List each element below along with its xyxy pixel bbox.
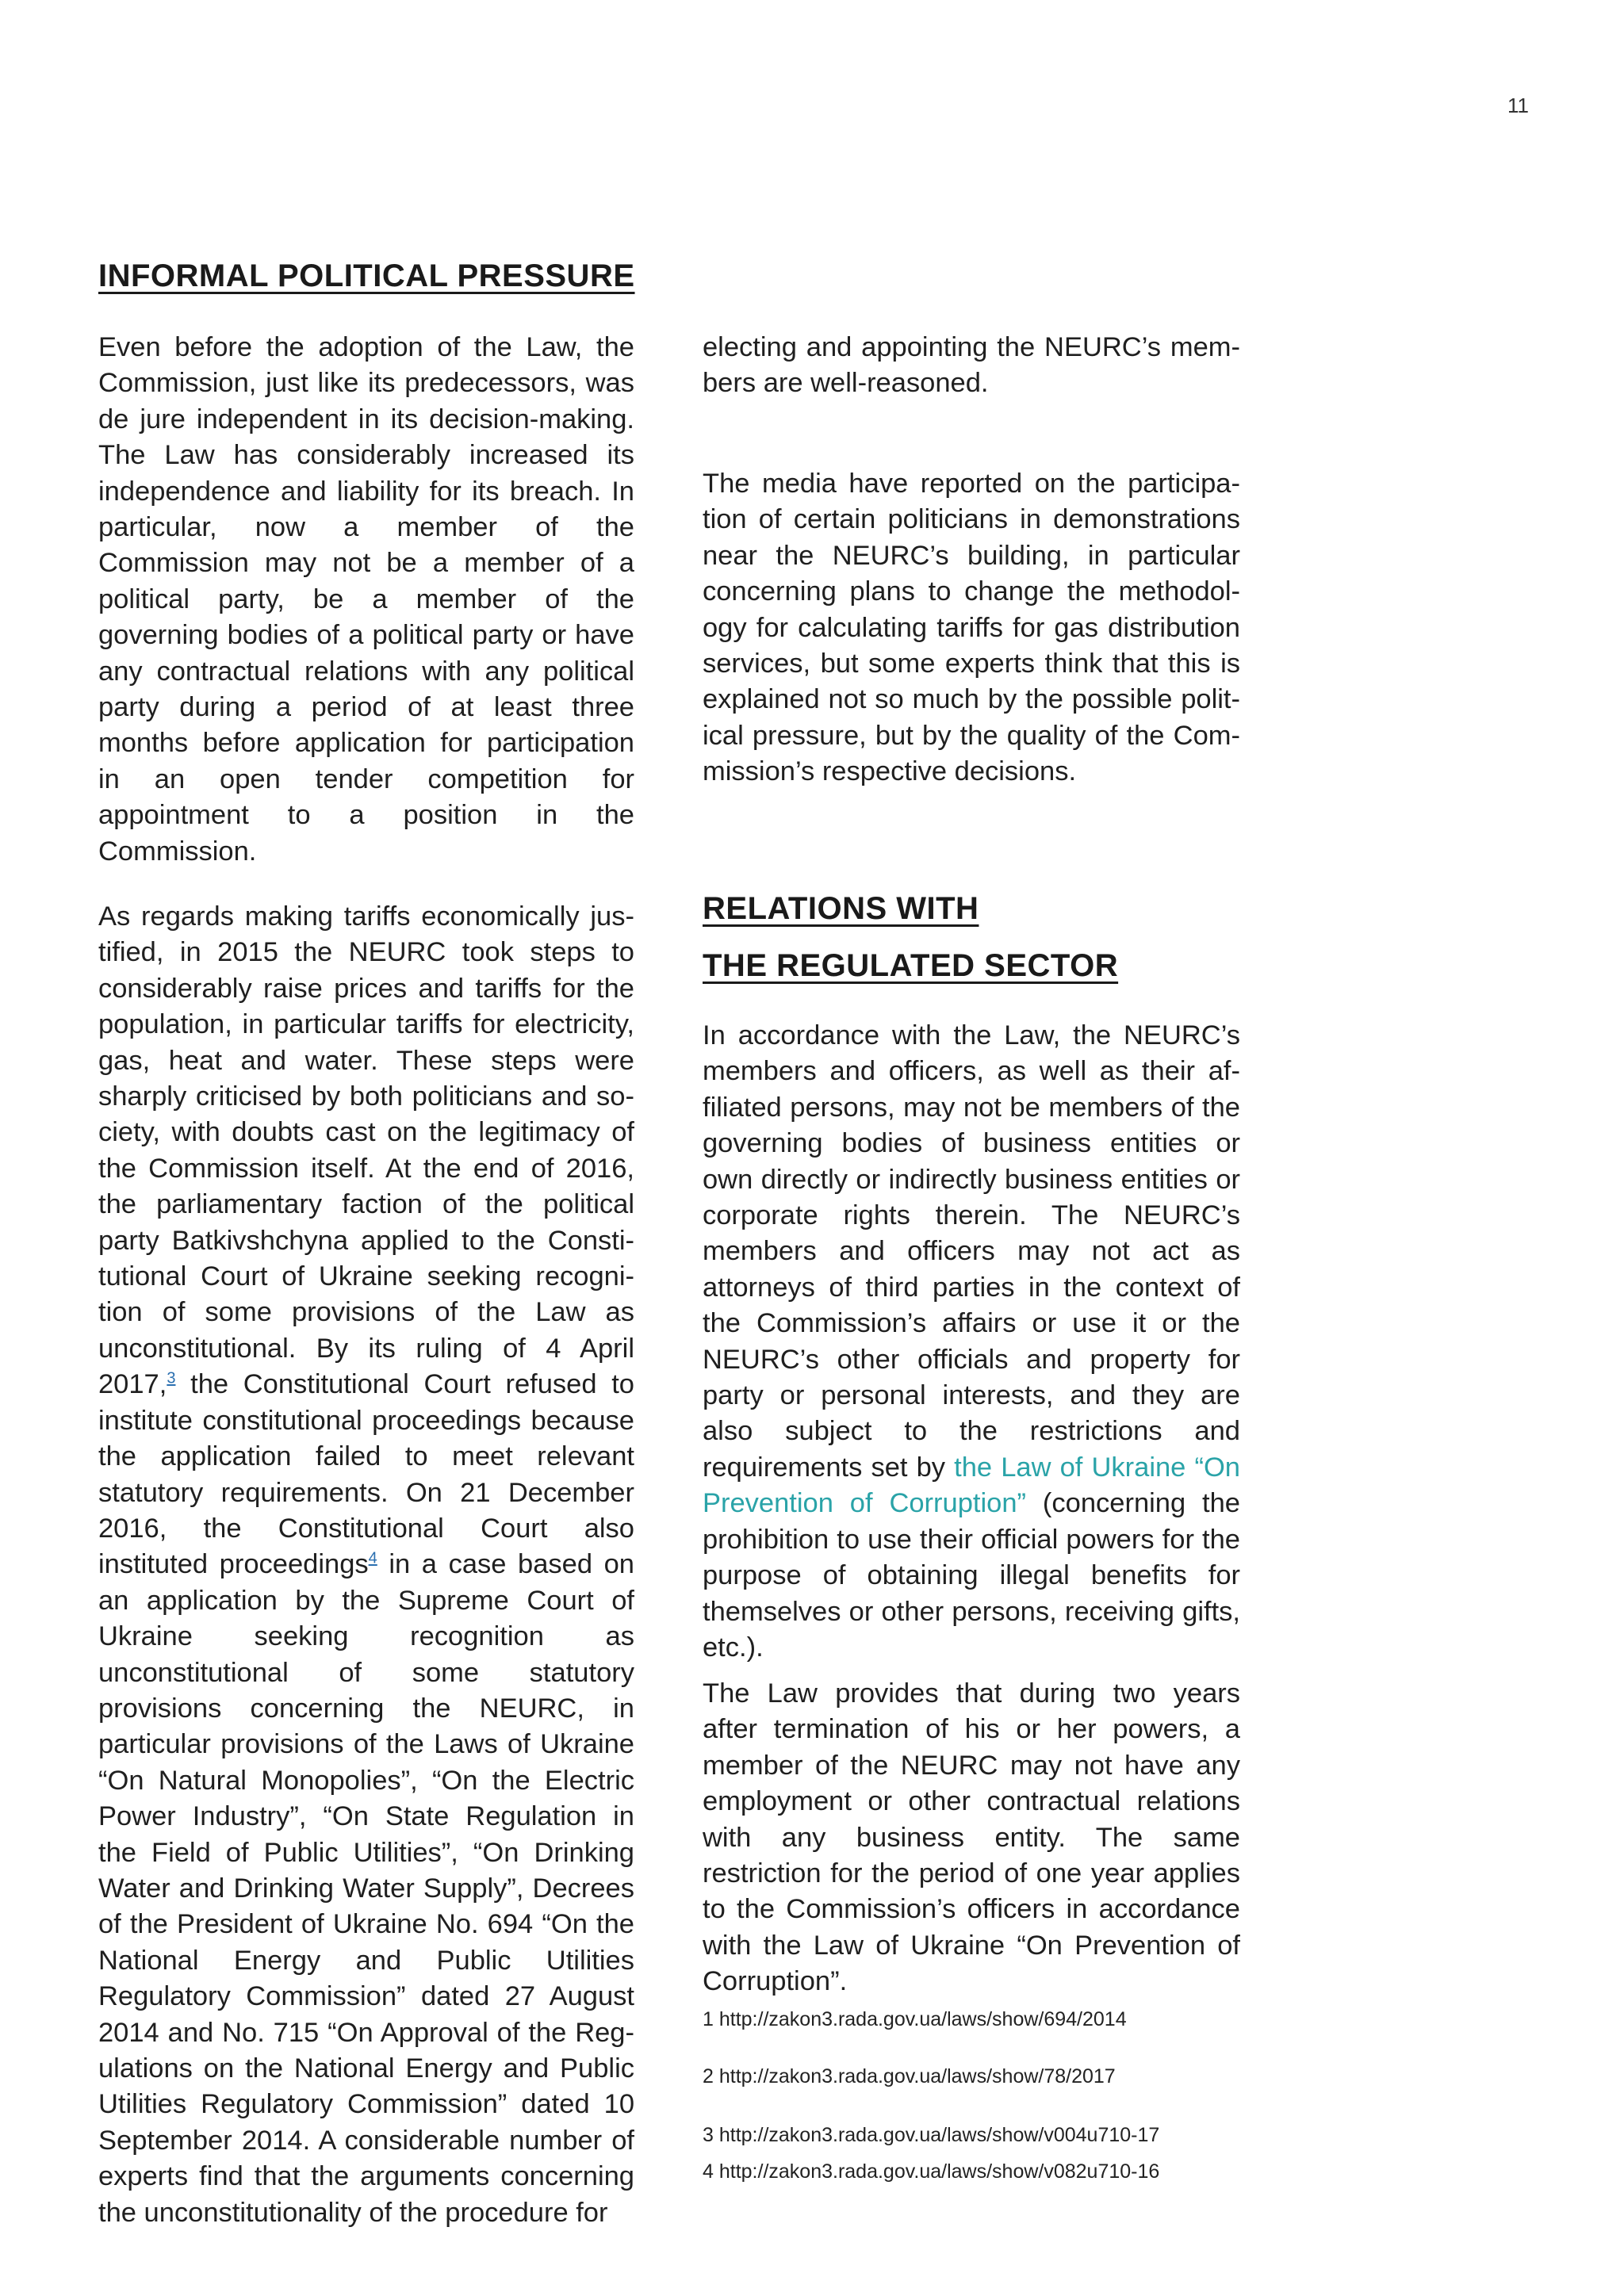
paragraph-post-termination: The Law provides that during two years after termination of his or her powers, a member of the NEURC may not have any employment or other contractual relations with any business entity. The same restriction for the period of one year applies to the Commission’s officers in accordance with the Law of Ukraine “On Prevention of Corruption”. bbox=[703, 1678, 1240, 1997]
paragraph-tariffs-part3: in a case based on an application by the Supreme Court of Ukraine seeking recognition as unconstitutional of some statutory provisions concerning the NEURC, in particular provisions of the Laws of Ukraine “On Natural Monopolies”, “On the Electric Power Industry”, “On State Regulation in the Field of Public Utilities”, “On Drinking Water and Drinking Water Supply”, Decrees of the President of Ukraine No. 694 “On the National Energy and Public Utilities Regulatory Commission” dated 27 August 2014 and No. 715 “On Approval of the Regulations on the National Energy and Public Utilities Regulatory Commission” dated 10 September 2014. A considerable number of experts find that the arguments concerning the unconstitutionality of the procedure for bbox=[98, 1549, 634, 2228]
paragraph-independence: Even before the adoption of the Law, the Commission, just like its predecessors, was de jure independent in its decision-making. The Law has considerably increased its independence and liability for its breach. In particular, now a member of the Commission may not be a member of a political party, be a member of the governing bodies of a political party or have any contractual relations with any political party during a period of at least three months before application for participation in an open tender competition for appointment to a position in the Commission. bbox=[98, 332, 634, 867]
paragraph-tariffs-part1: As regards making tariffs economically justified, in 2015 the NEURC took steps to considerably raise prices and tariffs for the population, in particular tariffs for electricity, gas, heat and water. These steps were sharply criticised by both politicians and society, with doubts cast on the legitimacy of the Commission itself. At the end of 2016, the parliamentary faction of the political party Batkivshchyna applied to the Constitutional Court of Ukraine seeking recognition of some provisions of the Law as unconstitutional. By its ruling of 4 April 2017, bbox=[98, 901, 634, 1400]
paragraph-restrictions-part1: In accordance with the Law, the NEURC’s members and officers, as well as their affiliated persons, may not be members of the governing bodies of business entities or own directly or indirectly business entities or corporate rights therein. The NEURC’s members and officers may not act as attorneys of third parties in the context of the Commission’s affairs or use it or the NEURC’s other officials and property for party or personal interests, and they are also subject to the restrictions and requirements set by bbox=[703, 1020, 1240, 1483]
footnote-ref-4[interactable]: 4 bbox=[368, 1549, 377, 1567]
paragraph-tariffs bbox=[98, 899, 634, 2231]
paragraph-media: The media have reported on the participation of certain politicians in demonstrations near the NEURC’s building, in particular concerning plans to change the methodology for calculating tariffs for gas distribution services, but some experts think that this is explained not so much by the possible political pressure, but by the quality of the Commission’s respective decisions. bbox=[703, 469, 1240, 787]
paragraph-restrictions bbox=[703, 1018, 1240, 1666]
page-number: 11 bbox=[1507, 94, 1529, 117]
footnote-4: 4 http://zakon3.rada.gov.ua/laws/show/v082u710-16 bbox=[703, 2160, 1160, 2183]
section-heading-relations-line1: RELATIONS WITH bbox=[703, 891, 979, 926]
footnote-3: 3 http://zakon3.rada.gov.ua/laws/show/v004u710-17 bbox=[703, 2124, 1160, 2146]
law-prevention-corruption-link[interactable]: the Law of Ukraine “On Prevention of Corruption” bbox=[703, 1452, 1240, 1519]
paragraph-continuation: electing and appointing the NEURC’s members are well-reasoned. bbox=[703, 332, 1240, 399]
paragraph-tariffs-part2: the Constitutional Court refused to institute constitutional proceedings because the application failed to meet relevant statutory requirements. On 21 December 2016, the Constitutional Court also instituted proceedings bbox=[98, 1369, 634, 1580]
section-heading-informal-political-pressure: INFORMAL POLITICAL PRESSURE bbox=[98, 258, 635, 293]
footnote-ref-3[interactable]: 3 bbox=[167, 1369, 176, 1387]
paragraph-restrictions-part2: (concerning the prohibition to use their official powers for the purpose of obtaining illegal benefits for themselves or other persons, receiving gifts, etc.). bbox=[703, 1488, 1240, 1663]
section-heading-relations-line2: THE REGULATED SECTOR bbox=[703, 948, 1119, 983]
footnote-2: 2 http://zakon3.rada.gov.ua/laws/show/78/2017 bbox=[703, 2065, 1116, 2087]
footnote-1: 1 http://zakon3.rada.gov.ua/laws/show/694/2014 bbox=[703, 2008, 1127, 2030]
